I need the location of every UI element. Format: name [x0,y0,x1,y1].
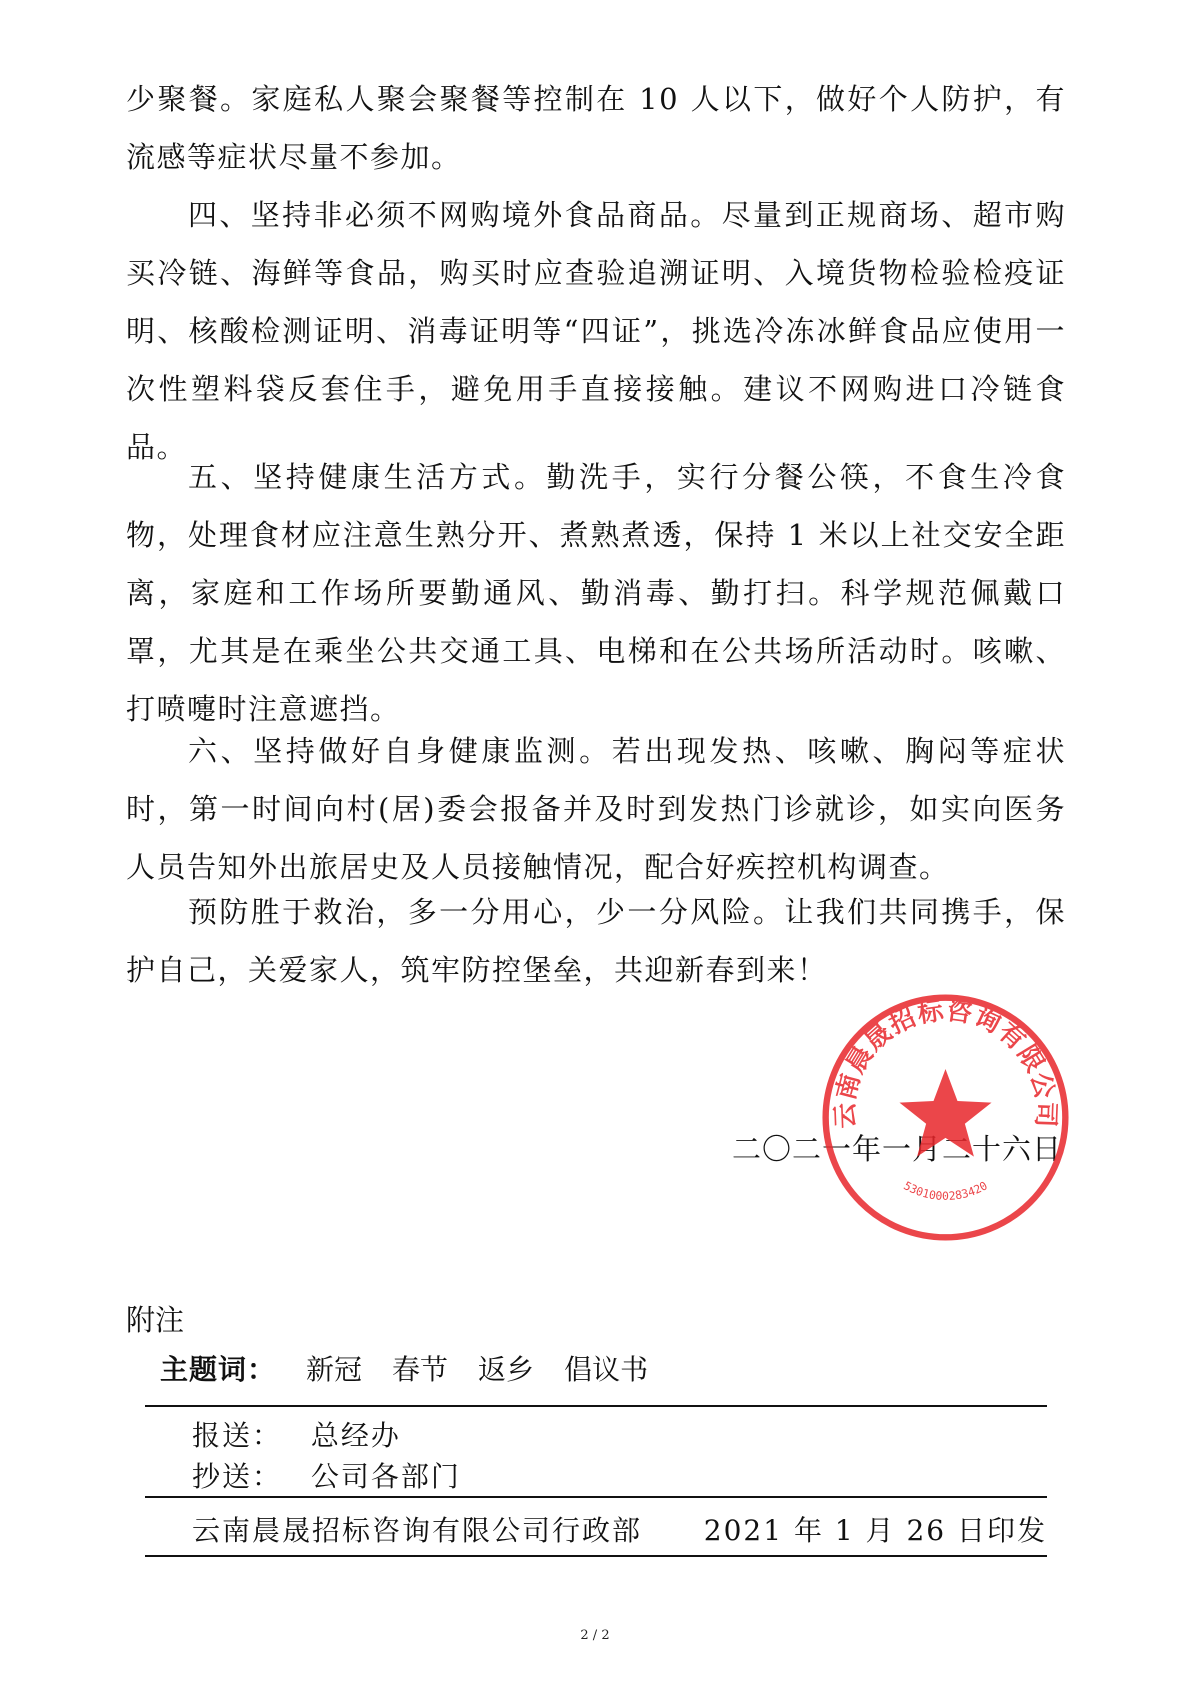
company-seal-stamp [818,990,1073,1245]
issuer-name: 云南晨晟招标咨询有限公司行政部 [192,1514,643,1547]
copy-to-row [192,1455,461,1495]
paragraph-continuation: 少聚餐。家庭私人聚会聚餐等控制在 10 人以下，做好个人防护，有流感等症状尽量不参加。 [126,82,1066,174]
divider-rule [145,1496,1047,1498]
divider-rule [145,1405,1047,1407]
keyword: 返乡 [478,1353,535,1386]
copy-label: 抄送： [192,1460,283,1493]
report-value: 总经办 [310,1419,401,1452]
seal-number: 5301000283420 [901,1178,990,1203]
paragraph-item-5: 五、坚持健康生活方式。勤洗手，实行分餐公筷，不食生冷食物，处理食材应注意生熟分开、煮熟煮透，保持 1 米以上社交安全距离，家庭和工作场所要勤通风、勤消毒、勤打扫。科学规范佩戴口罩，尤其是在乘坐公共交通工具、电梯和在公共场所活动时。咳嗽、打喷嚏时注意遮挡。 [126,460,1066,726]
issue-date: 2021 年 1 月 26 日印发 [703,1514,1047,1547]
note-heading: 附注 [126,1303,185,1337]
report-to-row [192,1414,401,1454]
report-label: 报送： [192,1419,283,1452]
paragraph-item-6: 六、坚持做好自身健康监测。若出现发热、咳嗽、胸闷等症状时，第一时间向村(居)委会报备并及时到发热门诊就诊，如实向医务人员告知外出旅居史及人员接触情况，配合好疾控机构调查。 [126,734,1066,884]
keyword: 倡议书 [564,1353,649,1386]
keyword: 春节 [392,1353,449,1386]
divider-rule [145,1555,1047,1557]
seal-star-icon [899,1069,991,1157]
keyword: 新冠 [306,1353,363,1386]
copy-value: 公司各部门 [310,1460,461,1493]
paragraph-item-4: 四、坚持非必须不网购境外食品商品。尽量到正规商场、超市购买冷链、海鲜等食品，购买时应查验追溯证明、入境货物检验检疫证明、核酸检测证明、消毒证明等“四证”，挑选冷冻冰鲜食品应使用一次性塑料袋反套住手，避免用手直接接触。建议不网购进口冷链食品。 [126,198,1066,464]
seal-company-arc: 云南晨晟招标咨询有限公司 [830,995,1061,1130]
keywords-label: 主题词： [160,1353,277,1386]
page-number: 2 / 2 [580,1628,610,1643]
paragraph-closing: 预防胜于救治，多一分用心，少一分风险。让我们共同携手，保护自己，关爱家人，筑牢防控堡垒，共迎新春到来！ [126,895,1066,987]
document-date: 二〇二一年一月二十六日 [731,1132,1062,1166]
keywords-row [160,1348,648,1388]
